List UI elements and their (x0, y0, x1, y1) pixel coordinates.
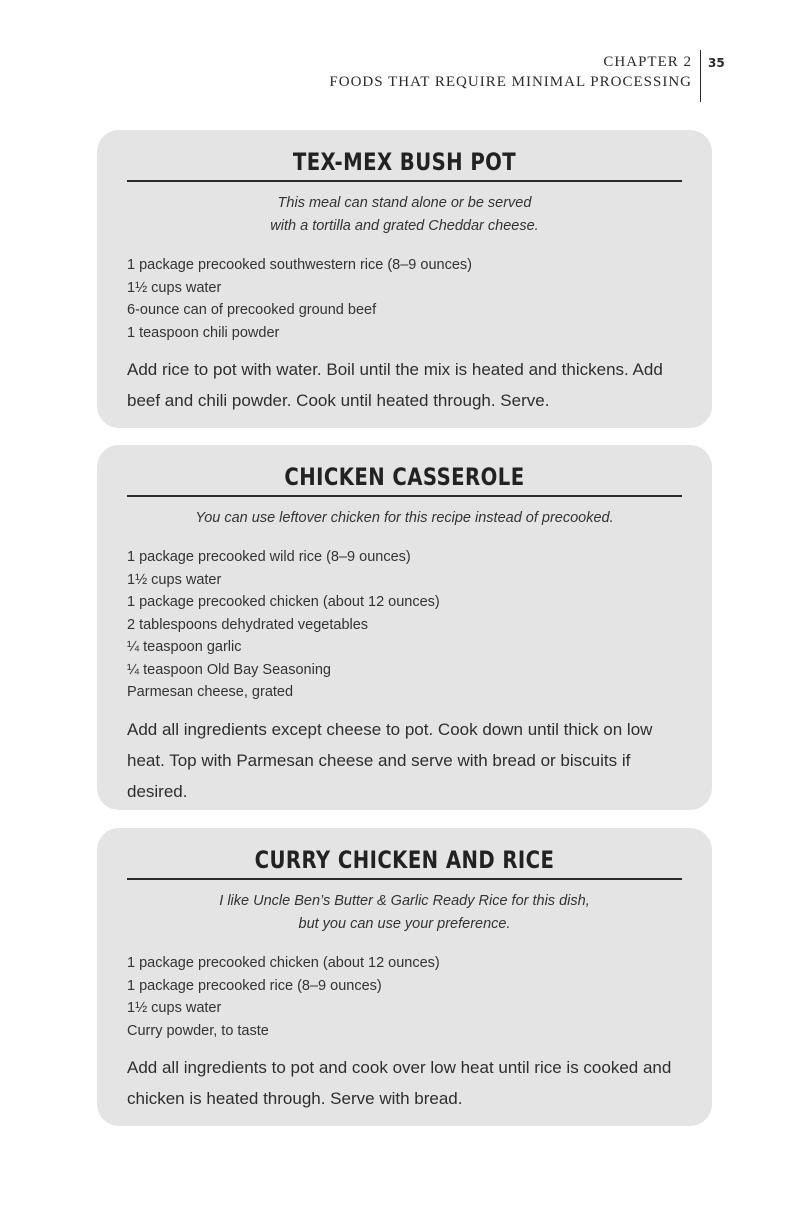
recipe-title: CURRY CHICKEN AND RICE (254, 846, 555, 874)
recipe-card-tex-mex-bush-pot (97, 130, 712, 428)
page-number: 35 (708, 56, 725, 70)
ingredient-list (127, 952, 682, 1042)
ingredient-item: 6-ounce can of precooked ground beef (127, 302, 377, 318)
ingredient-item: 1½ cups water (127, 1000, 222, 1016)
intro-line: This meal can stand alone or be served (277, 195, 532, 211)
recipe-intro (127, 192, 682, 238)
ingredient-item: 1 package precooked chicken (about 12 ounces) (127, 955, 440, 971)
running-head-text (329, 52, 692, 92)
recipe-method: Add rice to pot with water. Boil until the mix is heated and thickens. Add beef and chili powder. Cook until heated through. Serve. (127, 360, 663, 410)
recipe-title: TEX-MEX BUSH POT (292, 148, 517, 176)
recipe-method: Add all ingredients except cheese to pot. Cook down until thick on low heat. Top with Parmesan cheese and serve with bread or biscuits if desired. (127, 719, 653, 801)
intro-line: but you can use your preference. (298, 916, 511, 932)
ingredient-item: Curry powder, to taste (127, 1022, 269, 1039)
recipe-intro (127, 507, 682, 530)
title-rule (127, 495, 682, 497)
recipe-method: Add all ingredients to pot and cook over low heat until rice is cooked and chicken is heated through. Serve with bread. (127, 1058, 672, 1108)
chapter-title: FOODS THAT REQUIRE MINIMAL PROCESSING (329, 74, 692, 90)
ingredient-item: 1 package precooked rice (8–9 ounces) (127, 977, 382, 994)
ingredient-item: 1 teaspoon chili powder (127, 324, 280, 341)
ingredient-item: ¼ teaspoon Old Bay Seasoning (127, 661, 331, 678)
chapter-label: CHAPTER 2 (603, 54, 692, 70)
title-rule (127, 878, 682, 880)
ingredient-item: 1 package precooked wild rice (8–9 ounces) (127, 549, 411, 565)
ingredient-item: ¼ teaspoon garlic (127, 639, 242, 655)
intro-line: with a tortilla and grated Cheddar cheese. (270, 218, 539, 234)
ingredient-item: 2 tablespoons dehydrated vegetables (127, 616, 369, 633)
ingredient-item: 1½ cups water (127, 571, 222, 588)
ingredient-list (127, 546, 682, 704)
ingredient-item: 1½ cups water (127, 279, 222, 296)
title-rule (127, 180, 682, 182)
header-divider (700, 50, 701, 102)
intro-line: You can use leftover chicken for this recipe instead of precooked. (195, 510, 614, 526)
ingredient-item: 1 package precooked chicken (about 12 ounces) (127, 594, 440, 610)
recipe-title: CHICKEN CASSEROLE (284, 463, 525, 491)
running-head (0, 50, 800, 105)
recipe-intro (127, 890, 682, 936)
ingredient-list (127, 254, 682, 344)
recipe-card-chicken-casserole (97, 445, 712, 810)
intro-line: I like Uncle Ben’s Butter & Garlic Ready Rice for this dish, (219, 893, 590, 909)
ingredient-item: Parmesan cheese, grated (127, 684, 294, 700)
recipe-card-curry-chicken-and-rice (97, 828, 712, 1126)
ingredient-item: 1 package precooked southwestern rice (8–9 ounces) (127, 257, 472, 273)
